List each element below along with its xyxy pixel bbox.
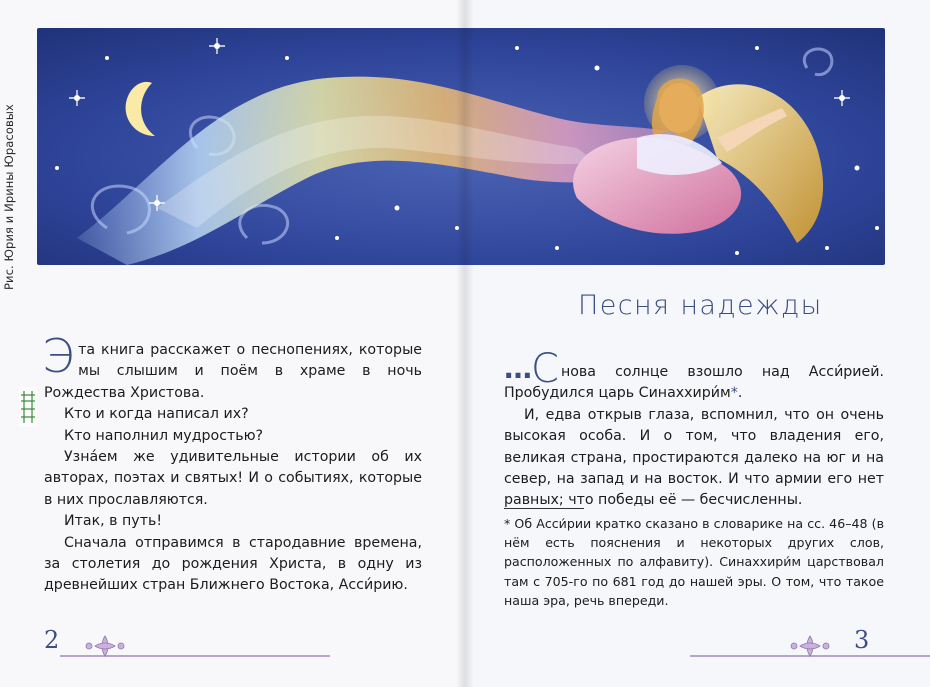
paragraph: Итак, в путь! [64, 513, 163, 530]
paragraph: Кто наполнил мудростью? [64, 427, 264, 444]
bookmark-icon [17, 385, 39, 429]
ornament-right-icon [690, 632, 930, 660]
drop-cap: Э [42, 329, 75, 383]
page-number-left: 2 [44, 626, 60, 654]
book-gutter [456, 0, 474, 687]
footnote-mark[interactable]: * [730, 385, 738, 402]
paragraph-text: та книга расскажет о песнопениях, которые мы слышим и поём в храме в ночь Рождества Христова. [44, 342, 422, 401]
right-page-text [504, 346, 884, 512]
paragraph: И, едва открыв глаза, вспомнил, что он очень высокая особа. И о том, что владения его, великая страна, простираются далеко на юг и на север, на запад и на восток. И что армии его нет равных; что победы её — бесчисленны. [504, 406, 884, 509]
paragraph-text: нова солнце взошло над Асси́рией. Пробудился царь Синаххири́м [504, 364, 884, 402]
footnote-divider [504, 508, 584, 509]
footnote: * Об Асси́рии кратко сказано в словарике на сс. 46–48 (в нём есть пояснения и некоторых других слов, расположенных по алфавиту). Синаххири́м царствовал там с 705-го по 681 год до нашей эры. О том, что такое наша эра, речь впереди. [504, 516, 884, 608]
paragraph [504, 346, 884, 405]
chapter-title: Песня надежды [578, 290, 823, 321]
ornament-left-icon [60, 632, 330, 660]
paragraph: Сначала отправимся в стародавние времена, за столетия до рождения Христа, в одну из древнейших стран Ближнего Востока, Асси́рию. [44, 534, 422, 594]
paragraph [42, 329, 422, 404]
left-page-text [42, 329, 422, 597]
illustration-credit [0, 28, 37, 290]
paragraph-end: . [737, 385, 743, 402]
credit-text: Рис. Юрия и Ирины Юрасовых [2, 104, 16, 290]
page-number-right: 3 [854, 626, 870, 654]
lead-ellipsis: … [504, 352, 531, 385]
drop-cap: С [531, 346, 559, 392]
paragraph: Узна́ем же удивительные истории об их авторах, поэтах и святых! И о событиях, которые в них прославляются. [44, 449, 422, 508]
paragraph: Кто и когда написал их? [64, 406, 249, 423]
